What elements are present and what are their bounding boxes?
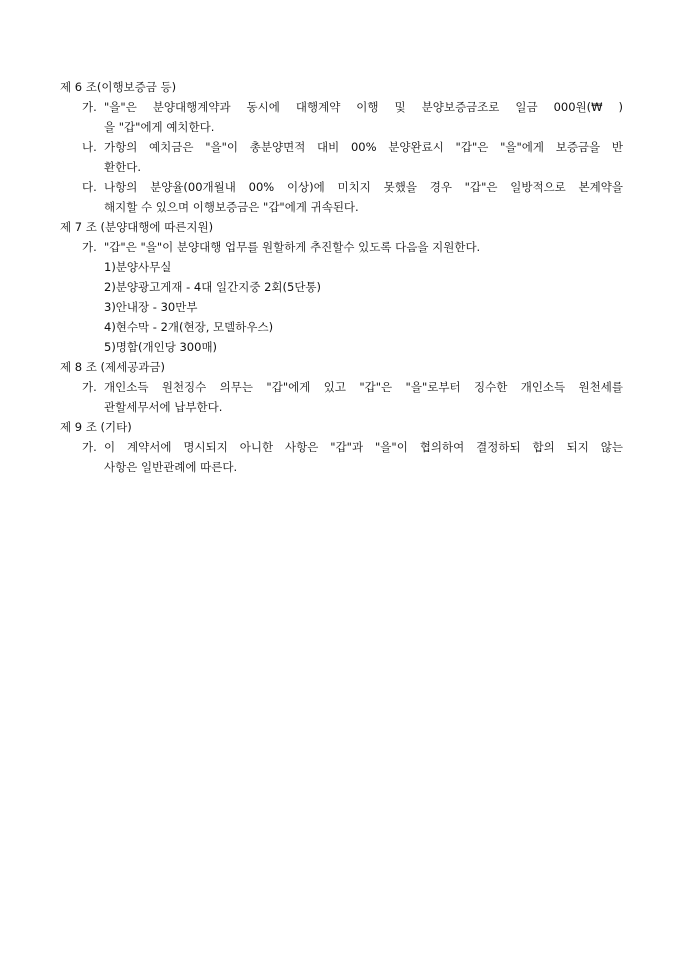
clause-body (104, 177, 623, 217)
clause-body (104, 137, 623, 177)
clause-label: 가. (82, 380, 97, 394)
clause-label: 나. (82, 140, 97, 154)
clause-label: 가. (82, 240, 97, 254)
clause-label: 가. (82, 100, 97, 114)
article-8-clause-ga (82, 377, 623, 417)
support-item: 5)명함(개인당 300매) (104, 340, 218, 354)
contract-text (60, 77, 623, 477)
clause-line: 을 "갑"에게 예치한다. (104, 120, 215, 134)
clause-line: 개인소득 원천징수 의무는 "갑"에게 있고 "갑"은 "을"로부터 징수한 개인소득 원천세를 (104, 380, 623, 394)
clause-line: 이 계약서에 명시되지 아니한 사항은 "갑"과 "을"이 협의하여 결정하되 합의 되지 않는 (104, 440, 623, 454)
clause-body (104, 377, 623, 417)
clause-line: "을"은 분양대행계약과 동시에 대행계약 이행 및 분양보증금조로 일금 000원(₩ ) (104, 100, 623, 114)
article-7-title: 제 7 조 (분양대행에 따른지원) (60, 220, 214, 234)
clause-line: 사항은 일반관례에 따른다. (104, 460, 238, 474)
clause-line: 나항의 분양율(00개월내 00% 이상)에 미치지 못했을 경우 "갑"은 일방적으로 본계약을 (104, 180, 623, 194)
clause-line: 관할세무서에 납부한다. (104, 400, 223, 414)
support-item: 3)안내장 - 30만부 (104, 300, 198, 314)
article-9-title: 제 9 조 (기타) (60, 420, 132, 434)
article-6-clause-na (82, 137, 623, 177)
clause-label: 다. (82, 180, 97, 194)
support-item: 1)분양사무실 (104, 260, 172, 274)
clause-line: 가항의 예치금은 "을"이 총분양면적 대비 00% 분양완료시 "갑"은 "을"에게 보증금을 반 (104, 140, 623, 154)
support-item: 4)현수막 - 2개(현장, 모델하우스) (104, 320, 274, 334)
article-6-clause-ga (82, 97, 623, 137)
clause-body (104, 97, 623, 137)
clause-line: 해지할 수 있으며 이행보증금은 "갑"에게 귀속된다. (104, 200, 359, 214)
clause-line: "갑"은 "을"이 분양대행 업무를 원할하게 추진할수 있도록 다음을 지원한다. (104, 240, 481, 254)
article-9-clause-ga (82, 437, 623, 477)
article-7-clause-ga (82, 237, 623, 257)
clause-body (104, 237, 623, 257)
article-6-title: 제 6 조(이행보증금 등) (60, 80, 177, 94)
support-item: 2)분양광고게재 - 4대 일간지중 2회(5단통) (104, 280, 322, 294)
clause-label: 가. (82, 440, 97, 454)
article-8-title: 제 8 조 (제세공과금) (60, 360, 166, 374)
clause-line: 환한다. (104, 160, 141, 174)
article-6-clause-da (82, 177, 623, 217)
clause-body (104, 437, 623, 477)
